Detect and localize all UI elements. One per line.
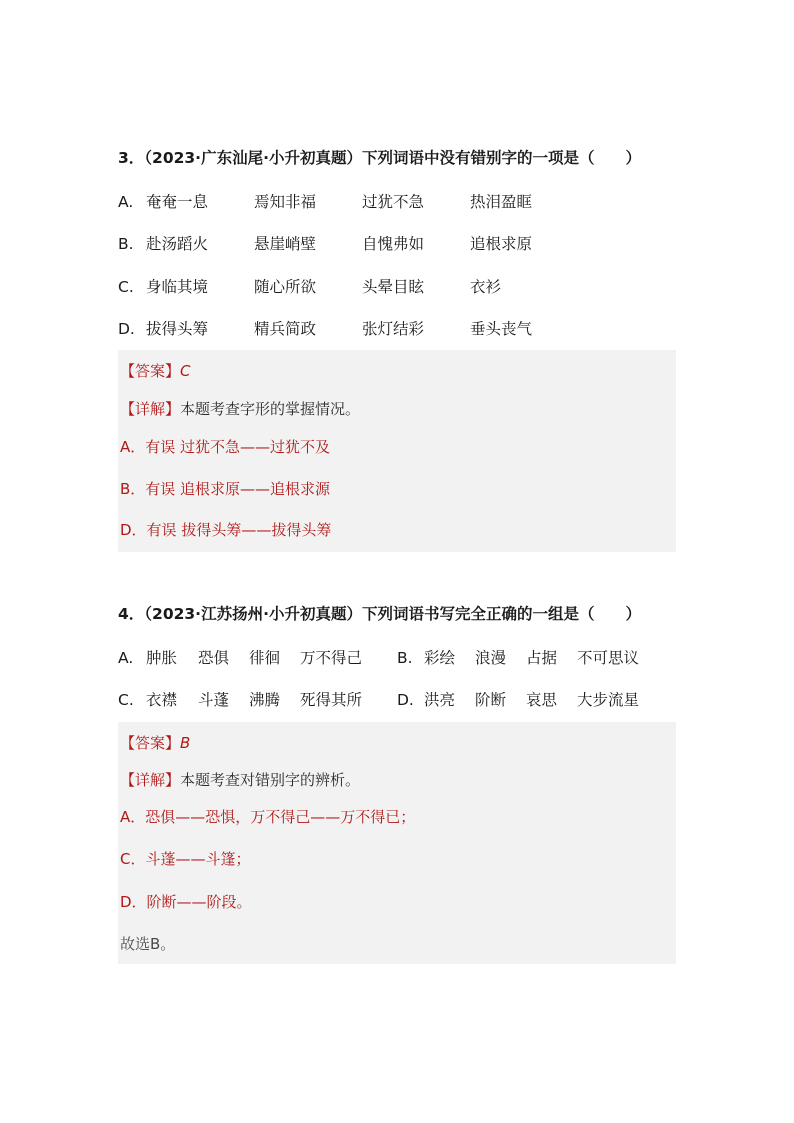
option-word: 精兵简政: [254, 320, 317, 338]
q3-explanation-a: A．有误 过犹不急——过犹不及: [120, 438, 331, 456]
detail-text: 本题考查字形的掌握情况。: [180, 400, 361, 418]
option-word: 过犹不急: [362, 193, 425, 211]
option-label: D.: [397, 691, 414, 709]
option-word: 斗蓬: [198, 691, 230, 709]
q3-answer-box: [118, 350, 676, 552]
option-word: 洪亮: [424, 691, 456, 709]
q4-explanation-a: A．恐俱——恐惧，万不得己——万不得已；: [120, 808, 416, 826]
option-word: 追根求原: [470, 235, 533, 253]
q3-detail-line: [120, 399, 360, 419]
q3-answer-line: [120, 361, 191, 381]
option-word: 张灯结彩: [362, 320, 425, 338]
answer-tag: 【答案】: [120, 734, 181, 752]
q4-detail-line: [120, 770, 360, 790]
option-label: C.: [118, 278, 134, 296]
option-word: 衣襟: [146, 691, 178, 709]
q4-conclusion: 故选B。: [120, 935, 176, 953]
option-word: 不可思议: [577, 649, 640, 667]
option-word: 恐俱: [198, 649, 230, 667]
option-word: 彩绘: [424, 649, 456, 667]
detail-text: 本题考查对错别字的辨析。: [180, 771, 361, 789]
q4-explanation-d: D．阶断——阶段。: [120, 893, 252, 911]
q4-explanation-c: C．斗蓬——斗篷；: [120, 850, 251, 868]
option-word: 拔得头筹: [146, 320, 209, 338]
answer-value: B: [180, 734, 191, 752]
option-label: B.: [397, 649, 413, 667]
option-word: 自愧弗如: [362, 235, 425, 253]
question-4-stem: 4．（2023·江苏扬州·小升初真题）下列词语书写完全正确的一组是（ ）: [118, 605, 641, 623]
option-word: 浪漫: [475, 649, 507, 667]
q4-answer-line: [120, 733, 190, 753]
option-word: 占据: [526, 649, 558, 667]
option-word: 哀思: [526, 691, 558, 709]
option-label: A.: [118, 649, 134, 667]
option-word: 肿胀: [146, 649, 178, 667]
option-label: A.: [118, 193, 134, 211]
option-word: 大步流星: [577, 691, 640, 709]
option-word: 悬崖峭壁: [254, 235, 317, 253]
option-word: 沸腾: [249, 691, 281, 709]
option-word: 阶断: [475, 691, 507, 709]
detail-tag: 【详解】: [120, 400, 181, 418]
question-3-stem: 3．（2023·广东汕尾·小升初真题）下列词语中没有错别字的一项是（ ）: [118, 149, 641, 167]
option-word: 徘徊: [249, 649, 281, 667]
answer-tag: 【答案】: [120, 362, 181, 380]
option-word: 随心所欲: [254, 278, 317, 296]
option-word: 热泪盈眶: [470, 193, 533, 211]
q3-explanation-d: D．有误 拔得头筹——拔得头筹: [120, 521, 332, 539]
option-word: 死得其所: [300, 691, 363, 709]
option-word: 衣衫: [470, 278, 502, 296]
option-word: 万不得己: [300, 649, 363, 667]
detail-tag: 【详解】: [120, 771, 181, 789]
answer-value: C: [180, 362, 191, 380]
option-word: 头晕目眩: [362, 278, 425, 296]
option-word: 奄奄一息: [146, 193, 209, 211]
option-word: 垂头丧气: [470, 320, 533, 338]
option-word: 焉知非福: [254, 193, 317, 211]
option-word: 赴汤蹈火: [146, 235, 209, 253]
option-label: C.: [118, 691, 134, 709]
option-label: D.: [118, 320, 135, 338]
q3-explanation-b: B．有误 追根求原——追根求源: [120, 480, 331, 498]
option-word: 身临其境: [146, 278, 209, 296]
option-label: B.: [118, 235, 134, 253]
q4-answer-box: [118, 722, 676, 964]
